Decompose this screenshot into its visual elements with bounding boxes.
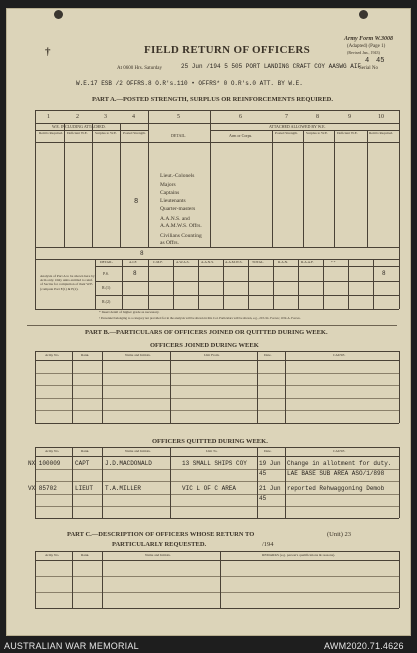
we-line: W.E.17 ESB /2 OFFRS.8 O.R's.110 • OFFRS* 0 O.R's.0 ATT. BY W.E. (76, 80, 303, 87)
detail-col-header: * * (331, 260, 336, 264)
col-header: Rein'ts Required. (39, 131, 64, 135)
unit-cell: 13 SMALL SHIPS COY (182, 460, 247, 467)
detail-col-header: R.A.A.F. (301, 260, 314, 264)
army-no-cell: NX 100009 (28, 460, 61, 467)
part-c-header: Rank. (81, 553, 90, 557)
part-a-title: PART A.—POSTED STRENGTH, SURPLUS OR REINFORCEMENTS REQUIRED. (92, 96, 333, 103)
rank-item: Captains (160, 190, 180, 196)
army-no-cell: VX 85702 (28, 485, 57, 492)
detail-col-header: A.A.M.W.S. (225, 260, 243, 264)
col-number: 8 (316, 114, 319, 120)
form-title: FIELD RETURN OF OFFICERS (144, 44, 311, 56)
unit-cell: VIC L OF C AREA (182, 485, 237, 492)
archive-reference: AWM2020.71.4626 (324, 641, 404, 651)
part-c-subtitle: PARTICULARLY REQUESTED. (112, 541, 207, 548)
detail-col-header: R.A.N. (278, 260, 289, 264)
col-header: Arm or Corps. (229, 133, 253, 138)
rank-cell: CAPT (75, 460, 90, 467)
part-c-header: REMARKS (e.g. person's qualifications & reasons). (262, 553, 336, 557)
col-number: 9 (348, 114, 351, 120)
serial-no-label: Serial No (359, 66, 379, 71)
col-header: Deficient W.E. (337, 131, 358, 135)
form-mark: † (45, 46, 51, 58)
col-number: 3 (104, 114, 107, 120)
rank-item: A.A.N.S. and (160, 216, 190, 222)
date-cell: 21 Jun (259, 485, 281, 492)
part-c-title: PART C.—DESCRIPTION OF OFFICERS WHOSE RETURN TO (67, 531, 255, 538)
punch-hole (54, 10, 63, 19)
adapted-note: (Adapted) (Page 1) (347, 44, 386, 49)
detail-col-header: A.W.A.S. (176, 260, 190, 264)
name-cell: J.D.MACDONALD (105, 460, 152, 467)
joined-header: Army No. (45, 353, 60, 357)
cause-cell: reported Rehwaggoning Demob (287, 485, 385, 492)
posted-total-hand: 8 (140, 250, 144, 257)
rank-item: Lieut.-Colonels (160, 173, 195, 179)
part-b-title: PART B.—PARTICULARS OF OFFICERS JOINED OR QUITTED DURING WEEK. (85, 329, 328, 336)
quitted-header: CAUSE. (333, 449, 346, 453)
joined-header: Rank. (81, 353, 90, 357)
date-line-label: At 0600 Hrs. Saturday (117, 66, 162, 71)
detail-row-label: P.S. (103, 271, 110, 276)
detail-col-header: C.M.F. (153, 260, 163, 264)
joined-header: CAUSE. (333, 353, 346, 357)
date-line-hand: 25 Jun /194 5 505 PORT LANDING CRAFT COY AASWG AIF (181, 63, 362, 70)
quitted-header: Army No. (45, 449, 60, 453)
quitted-title: OFFICERS QUITTED DURING WEEK. (152, 438, 268, 445)
rank-item: Lieutenants (160, 198, 186, 204)
col-number: 5 (177, 114, 180, 120)
col-number: 4 (132, 114, 135, 120)
detail-col-header: TOTAL. (252, 260, 265, 264)
detail-col-header: A.I.F. (129, 260, 137, 264)
group-we-label: W.E. INCLUDING ATTACHED. (52, 124, 106, 129)
aif-ps-hand: 8 (133, 270, 137, 277)
posted-strength-hand: 8 (134, 198, 139, 206)
detail-col-header: A.A.N.S. (201, 260, 215, 264)
cause-cell: Change in allotment for duty. (287, 460, 392, 467)
group-attached-label: ATTACHED ALLOWED BY W.E. (269, 124, 326, 129)
footnote-1: * Insert detail of higher grade as necessary. (99, 310, 160, 314)
col-header: Posted Strength. (275, 131, 298, 135)
detail-row-label: R.(2) (102, 299, 111, 304)
date-cell-year: 45 (259, 470, 267, 477)
col-number: 10 (378, 114, 384, 120)
revised-note: (Revised Jan., 1943) (347, 50, 380, 55)
archive-name: AUSTRALIAN WAR MEMORIAL (4, 641, 139, 651)
joined-header: Date. (264, 353, 272, 357)
field-return-form-page (6, 8, 411, 636)
col-header: DETAIL. (171, 133, 187, 138)
serial-hand-b: 45 (376, 57, 385, 65)
joined-header: Name and Initials. (125, 353, 151, 357)
rank-item: Civilians Counting (160, 233, 202, 239)
col-header: Deficient W.E. (67, 131, 88, 135)
col-number: 6 (239, 114, 242, 120)
quitted-header: Date. (264, 449, 272, 453)
army-form-code: Army Form W.3008 (344, 36, 393, 42)
archive-caption-bar (0, 637, 417, 653)
part-c-header: Name and Initials. (145, 553, 171, 557)
rank-cell: LIEUT (75, 485, 94, 492)
col-header: Surplus to W.E. (306, 131, 328, 135)
name-cell: T.A.MILLER (105, 485, 142, 492)
date-cell: 19 Jun (259, 460, 281, 467)
total-ps-hand: 8 (382, 270, 386, 277)
rank-item: Quarter-masters (160, 206, 196, 212)
quitted-header: Unit To. (206, 449, 218, 453)
detail-col-header: DETAIL. (100, 260, 114, 264)
serial-hand-a: 4 (365, 57, 370, 65)
quitted-header: Name and Initials. (125, 449, 151, 453)
rank-item: A.A.M.W.S. Offrs. (160, 223, 202, 229)
quitted-header: Rank. (81, 449, 90, 453)
col-header: Posted Strength. (123, 131, 146, 135)
cause-cell-2: LAE BASE SUB AREA ASO/1/898 (287, 470, 385, 477)
detail-row-label: R.(1) (102, 285, 111, 290)
joined-title: OFFICERS JOINED DURING WEEK (150, 342, 259, 349)
col-number: 2 (76, 114, 79, 120)
analysis-note: Analysis of Part A to be shown here by Arm only. Only units entitled to reinf. of Sectns for completion of their W.E. (compute Part E(1) & E(2). (40, 274, 95, 291)
part-c-header: Army No. (45, 553, 60, 557)
col-number: 7 (285, 114, 288, 120)
rank-item: as Offrs. (160, 240, 179, 246)
joined-header: Unit From. (204, 353, 220, 357)
footnote-2: • Personnel belonging to a category not provided for in the analysis will be shown in this Col. Particulars will be shown, e.g., 20 U.K. Forces; 10 R.A. Forces. (99, 316, 301, 320)
rank-item: Majors (160, 182, 176, 188)
col-header: Surplus to W.E. (95, 131, 117, 135)
col-header: Rein'ts Required. (369, 131, 394, 135)
punch-hole (359, 10, 368, 19)
part-c-date: /194 (262, 541, 274, 548)
date-cell-year: 45 (259, 495, 267, 502)
col-number: 1 (47, 114, 50, 120)
part-c-unit: (Unit) 23 (327, 531, 352, 538)
